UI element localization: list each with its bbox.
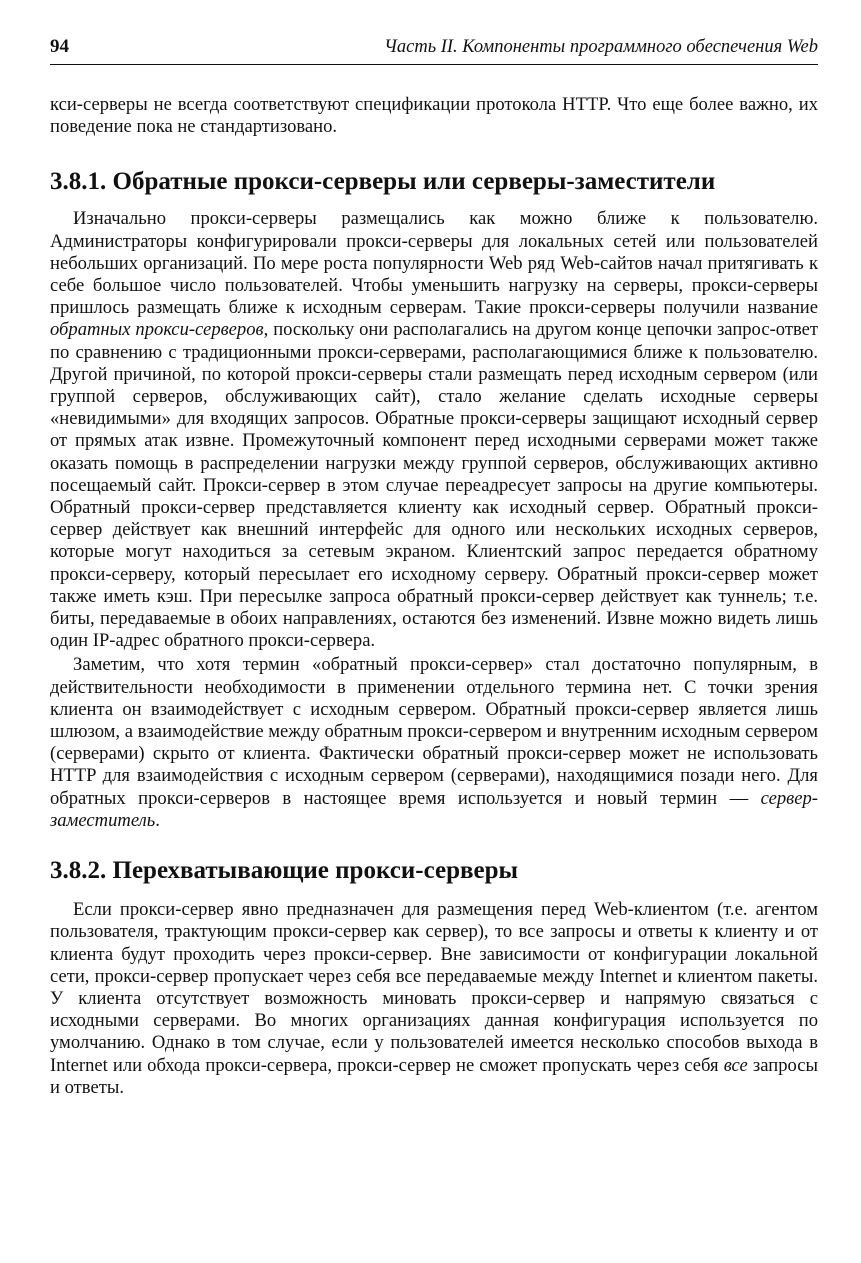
paragraph [50, 208, 818, 652]
paragraph [50, 654, 818, 832]
page-number: 94 [50, 36, 69, 57]
emphasis-term: сервер-заместитель [50, 787, 818, 831]
text-run: Если прокси-сервер явно предназначен для размещения перед Web-клиентом (т.е. агентом пользователя, трактующим прокси-сервер как сервер), то все запросы и ответы к клиенту и от клиента будут проходить через прокси-сервер. Вне зависимости от конфигурации локальной сети, прокси-сервер пропускает через себя все передаваемые между Internet и клиентом пакеты. У клиента отсутствует возможность миновать прокси-сервер и напрямую связаться с исходными серверами. Во многих организациях данная конфигурация используется по умолчанию. Однако в том случае, если у пользователей имеется несколько способов выхода в Internet или обхода прокси-сервера, прокси-сервер не сможет пропускать через себя [50, 899, 818, 1076]
text-run: запросы и ответы. [50, 1054, 818, 1098]
paragraph [50, 899, 818, 1099]
section-heading-3-8-1: 3.8.1. Обратные прокси-серверы или серверы-заместители [50, 168, 716, 196]
emphasis-term: обратных прокси-серверов [50, 319, 264, 341]
text-run: . [155, 809, 160, 831]
book-page [50, 36, 818, 1099]
text-run: , поскольку они располагались на другом конце цепочки запрос-ответ по сравнению с традиционными прокси-серверами, располагающимися ближе к пользователю. Другой причиной, по которой прокси-серверы стали размещать перед исходным сервером (или группой серверов, обслуживающих сайт), стало желание сделать исходные серверы «невидимыми» для входящих запросов. Обратные прокси-серверы защищают исходный сервер от прямых атак извне. Промежуточный компонент перед исходными серверами может также оказать помощь в распределении нагрузки между группой серверов, обслуживающих активно посещаемый сайт. Прокси-сервер в этом случае переадресует запросы на другие компьютеры. Обратный прокси-сервер представляется клиенту как исходный сервер. Обратный прокси-сервер действует как внешний интерфейс для одного или нескольких исходных серверов, которые могут находиться за сетевым экраном. Клиентский запрос передается обратному прокси-серверу, который пересылает его исходному серверу. Обратный прокси-сервер может также иметь кэш. При пересылке запроса обратный прокси-сервер действует как туннель; т.е. биты, передаваемые в обоих направлениях, остаются без изменений. Извне можно видеть лишь один IP-адрес обратного прокси-сервера. [50, 319, 818, 652]
text-run: Изначально прокси-серверы размещались как можно ближе к пользователю. Администраторы конфигурировали прокси-серверы для локальных сетей или пользователей небольших организаций. По мере роста популярности Web ряд Web-сайтов начал притягивать к себе большое число пользователей. Чтобы уменьшить нагрузку на серверы, прокси-серверы пришлось размещать ближе к исходным серверам. Такие прокси-серверы получили название [50, 208, 818, 319]
section-heading-3-8-2: 3.8.2. Перехватывающие прокси-серверы [50, 857, 518, 885]
lead-paragraph: кси-серверы не всегда соответствуют спецификации протокола HTTP. Что еще более важно, их поведение пока не стандартизовано. [50, 94, 818, 138]
running-title: Часть II. Компоненты программного обеспечения Web [384, 37, 818, 57]
running-header [50, 36, 818, 65]
text-run: Заметим, что хотя термин «обратный прокси-сервер» стал достаточно популярным, в действительности необходимости в применении отдельного термина нет. С точки зрения клиента он взаимодействует с исходным сервером. Обратный прокси-сервер является лишь шлюзом, а взаимодействие между обратным прокси-сервером и внутренним исходным сервером (серверами) скрыто от клиента. Фактически обратный прокси-сервер может не использовать HTTP для взаимодействия с исходным сервером (серверами), находящимися позади него. Для обратных прокси-серверов в настоящее время используется и новый термин — [50, 654, 818, 809]
emphasis-term: все [723, 1054, 748, 1076]
